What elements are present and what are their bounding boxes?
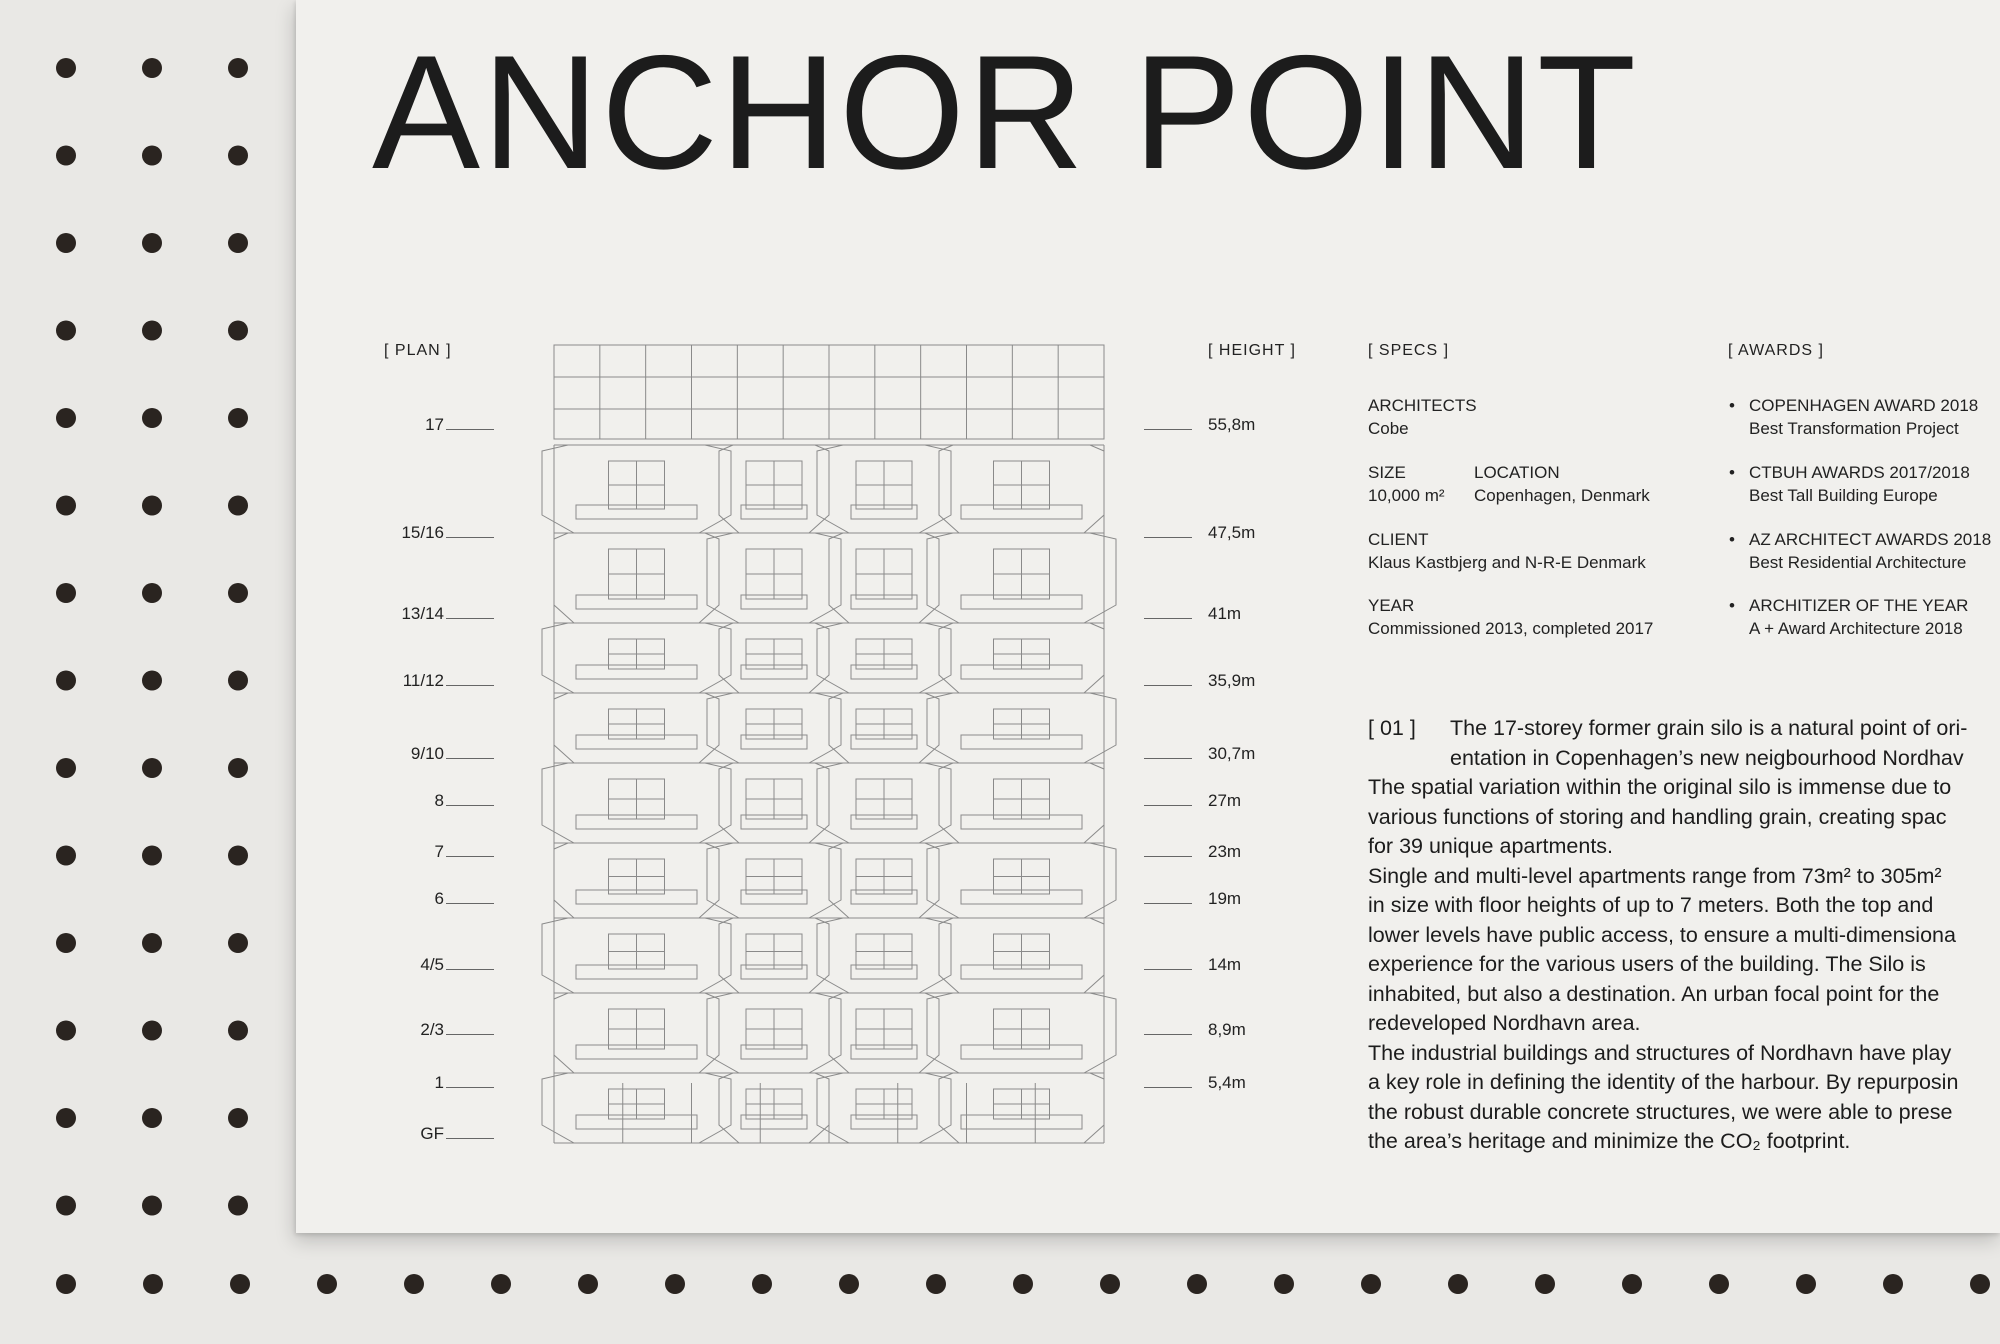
- pegboard-hole: [56, 583, 76, 603]
- paragraph-line: The industrial buildings and structures of Nordhavn have play: [1368, 1040, 1952, 1065]
- award-title: • ARCHITIZER OF THE YEAR: [1749, 596, 1968, 616]
- pegboard-hole: [1709, 1274, 1729, 1294]
- pegboard-hole: [228, 146, 248, 166]
- pegboard-hole: [56, 146, 76, 166]
- location-value: Copenhagen, Denmark: [1474, 486, 1650, 505]
- pegboard-hole: [1448, 1274, 1468, 1294]
- floor-tick: [446, 758, 494, 759]
- floor-tick: [446, 685, 494, 686]
- pegboard-hole: [228, 1196, 248, 1216]
- pegboard-hole: [142, 933, 162, 953]
- award-title: • COPENHAGEN AWARD 2018: [1749, 396, 1978, 416]
- height-tick: [1144, 856, 1192, 857]
- pegboard-hole: [142, 408, 162, 428]
- height-value: 35,9m: [1208, 671, 1256, 690]
- pegboard-hole: [56, 58, 76, 78]
- plan-label: [ PLAN ]: [384, 342, 452, 359]
- pegboard-hole: [228, 321, 248, 341]
- height-value: 41m: [1208, 604, 1242, 623]
- height-tick: [1144, 969, 1192, 970]
- floor-number: 15/16: [401, 523, 444, 542]
- floor-number: 1: [434, 1073, 444, 1092]
- pegboard-hole: [142, 671, 162, 691]
- pegboard-hole: [228, 846, 248, 866]
- floor-number: 7: [434, 842, 444, 861]
- pegboard-hole: [56, 1196, 76, 1216]
- pegboard-hole: [142, 233, 162, 253]
- pegboard-hole: [142, 1108, 162, 1128]
- height-tick: [1144, 537, 1192, 538]
- floor-number: 9/10: [410, 744, 444, 763]
- pegboard-hole: [1187, 1274, 1207, 1294]
- award-title: • CTBUH AWARDS 2017/2018: [1749, 463, 1970, 483]
- paragraph-line-first: [1368, 714, 2000, 744]
- poster: [296, 0, 2000, 1233]
- pegboard-hole: [142, 321, 162, 341]
- paragraph-line: various functions of storing and handling grain, creating spac: [1368, 804, 1947, 829]
- pegboard-hole: [228, 583, 248, 603]
- pegboard-hole: [142, 846, 162, 866]
- pegboard-hole: [56, 496, 76, 516]
- floor-tick: [446, 429, 494, 430]
- poster-title: ANCHOR POINT: [372, 22, 1639, 203]
- pegboard-hole: [752, 1274, 772, 1294]
- height-tick: [1144, 805, 1192, 806]
- pegboard-hole: [228, 933, 248, 953]
- award-subtitle: Best Residential Architecture: [1749, 553, 1967, 572]
- pegboard-hole: [56, 758, 76, 778]
- pegboard-hole: [228, 233, 248, 253]
- height-value: 27m: [1208, 791, 1242, 810]
- pegboard-hole: [665, 1274, 685, 1294]
- height-tick: [1144, 429, 1192, 430]
- pegboard-hole: [56, 1274, 76, 1294]
- paragraph-line: inhabited, but also a destination. An urban focal point for the: [1368, 981, 1940, 1006]
- floor-tick: [446, 1138, 494, 1139]
- pegboard-hole: [142, 583, 162, 603]
- pegboard-hole: [578, 1274, 598, 1294]
- pegboard-hole: [1622, 1274, 1642, 1294]
- pegboard-hole: [56, 1108, 76, 1128]
- pegboard-hole: [1100, 1274, 1120, 1294]
- pegboard-hole: [228, 758, 248, 778]
- floor-tick: [446, 537, 494, 538]
- height-value: 23m: [1208, 842, 1242, 861]
- floor-tick: [446, 805, 494, 806]
- year-label: YEAR: [1368, 596, 1415, 615]
- size-value: 10,000 m²: [1368, 486, 1445, 505]
- height-tick: [1144, 758, 1192, 759]
- paragraph-line: redeveloped Nordhavn area.: [1368, 1011, 1641, 1035]
- pegboard-hole: [142, 146, 162, 166]
- paragraph-line: the robust durable concrete structures, we were able to prese: [1368, 1099, 1953, 1124]
- pegboard-hole: [143, 1274, 163, 1294]
- pegboard-hole: [56, 321, 76, 341]
- height-tick: [1144, 1034, 1192, 1035]
- building-elevation-drawing: [526, 343, 1126, 1151]
- size-label: SIZE: [1368, 463, 1406, 482]
- section-number: [ 01 ]: [1368, 716, 1416, 740]
- pegboard-hole: [56, 408, 76, 428]
- pegboard-hole: [1535, 1274, 1555, 1294]
- pegboard-hole: [317, 1274, 337, 1294]
- floor-number: 8: [434, 791, 444, 810]
- floor-number: GF: [420, 1124, 444, 1143]
- floor-tick: [446, 1087, 494, 1088]
- pegboard-hole: [142, 58, 162, 78]
- pegboard-hole: [228, 408, 248, 428]
- client-value: Klaus Kastbjerg and N-R-E Denmark: [1368, 553, 1646, 572]
- floor-tick: [446, 903, 494, 904]
- height-value: 30,7m: [1208, 744, 1256, 763]
- pegboard-hole: [1796, 1274, 1816, 1294]
- award-subtitle: Best Transformation Project: [1749, 419, 1959, 438]
- award-title: • AZ ARCHITECT AWARDS 2018: [1749, 530, 1991, 550]
- floor-tick: [446, 1034, 494, 1035]
- pegboard-hole: [56, 233, 76, 253]
- pegboard-hole: [228, 496, 248, 516]
- awards-label: [ AWARDS ]: [1728, 342, 1824, 359]
- height-value: 14m: [1208, 955, 1242, 974]
- height-value: 5,4m: [1208, 1073, 1246, 1092]
- project-description: [1368, 714, 2000, 1157]
- paragraph-line: the area’s heritage and minimize the CO₂ footprint.: [1368, 1129, 1851, 1153]
- paragraph-line: The spatial variation within the original silo is immense due to: [1368, 775, 1952, 799]
- award-subtitle: A + Award Architecture 2018: [1749, 619, 1963, 638]
- pegboard-hole: [230, 1274, 250, 1294]
- floor-number: 17: [425, 415, 444, 434]
- pegboard-hole: [491, 1274, 511, 1294]
- floor-number: 4/5: [420, 955, 444, 974]
- architects-value: Cobe: [1368, 419, 1409, 438]
- pegboard-hole: [839, 1274, 859, 1294]
- pegboard-hole: [56, 1021, 76, 1041]
- location-label: LOCATION: [1474, 463, 1560, 482]
- pegboard-hole: [228, 1021, 248, 1041]
- pegboard-hole: [1274, 1274, 1294, 1294]
- pegboard-hole: [142, 1196, 162, 1216]
- paragraph-line: Single and multi-level apartments range from 73m² to 305m²: [1368, 863, 1942, 888]
- height-value: 8,9m: [1208, 1020, 1246, 1039]
- pegboard-hole: [56, 671, 76, 691]
- floor-tick: [446, 969, 494, 970]
- pegboard-hole: [228, 1108, 248, 1128]
- pegboard-hole: [926, 1274, 946, 1294]
- height-tick: [1144, 1087, 1192, 1088]
- height-value: 47,5m: [1208, 523, 1256, 542]
- pegboard-hole: [142, 758, 162, 778]
- height-value: 55,8m: [1208, 415, 1256, 434]
- floor-tick: [446, 618, 494, 619]
- height-tick: [1144, 685, 1192, 686]
- floor-number: 11/12: [402, 671, 444, 690]
- floor-number: 2/3: [420, 1020, 444, 1039]
- floor-number: 13/14: [401, 604, 444, 623]
- paragraph-line: a key role in defining the identity of the harbour. By repurposin: [1368, 1070, 1959, 1094]
- paragraph-line: The 17-storey former grain silo is a natural point of ori-: [1450, 716, 1968, 740]
- pegboard-hole: [142, 1021, 162, 1041]
- floor-tick: [446, 856, 494, 857]
- year-value: Commissioned 2013, completed 2017: [1368, 619, 1654, 638]
- client-label: CLIENT: [1368, 530, 1429, 549]
- pegboard-hole: [228, 671, 248, 691]
- paragraph-line: in size with floor heights of up to 7 meters. Both the top and: [1368, 893, 1934, 917]
- pegboard-hole: [142, 496, 162, 516]
- height-label: [ HEIGHT ]: [1208, 342, 1296, 359]
- pegboard-hole: [228, 58, 248, 78]
- architects-label: ARCHITECTS: [1368, 396, 1477, 415]
- pegboard-hole: [1361, 1274, 1381, 1294]
- height-tick: [1144, 618, 1192, 619]
- pegboard-hole: [1013, 1274, 1033, 1294]
- height-value: 19m: [1208, 889, 1242, 908]
- pegboard-hole: [56, 933, 76, 953]
- paragraph-line: lower levels have public access, to ensure a multi-dimensiona: [1368, 922, 1956, 947]
- paragraph-line: entation in Copenhagen’s new neigbourhood Nordhav: [1450, 745, 1964, 770]
- pegboard-hole: [404, 1274, 424, 1294]
- pegboard-hole: [56, 846, 76, 866]
- pegboard-hole: [1970, 1274, 1990, 1294]
- paragraph-line: experience for the various users of the building. The Silo is: [1368, 952, 1926, 976]
- height-tick: [1144, 903, 1192, 904]
- pegboard-hole: [1883, 1274, 1903, 1294]
- award-subtitle: Best Tall Building Europe: [1749, 486, 1938, 505]
- floor-number: 6: [434, 889, 444, 908]
- paragraph-line: for 39 unique apartments.: [1368, 834, 1614, 858]
- specs-label: [ SPECS ]: [1368, 342, 1450, 359]
